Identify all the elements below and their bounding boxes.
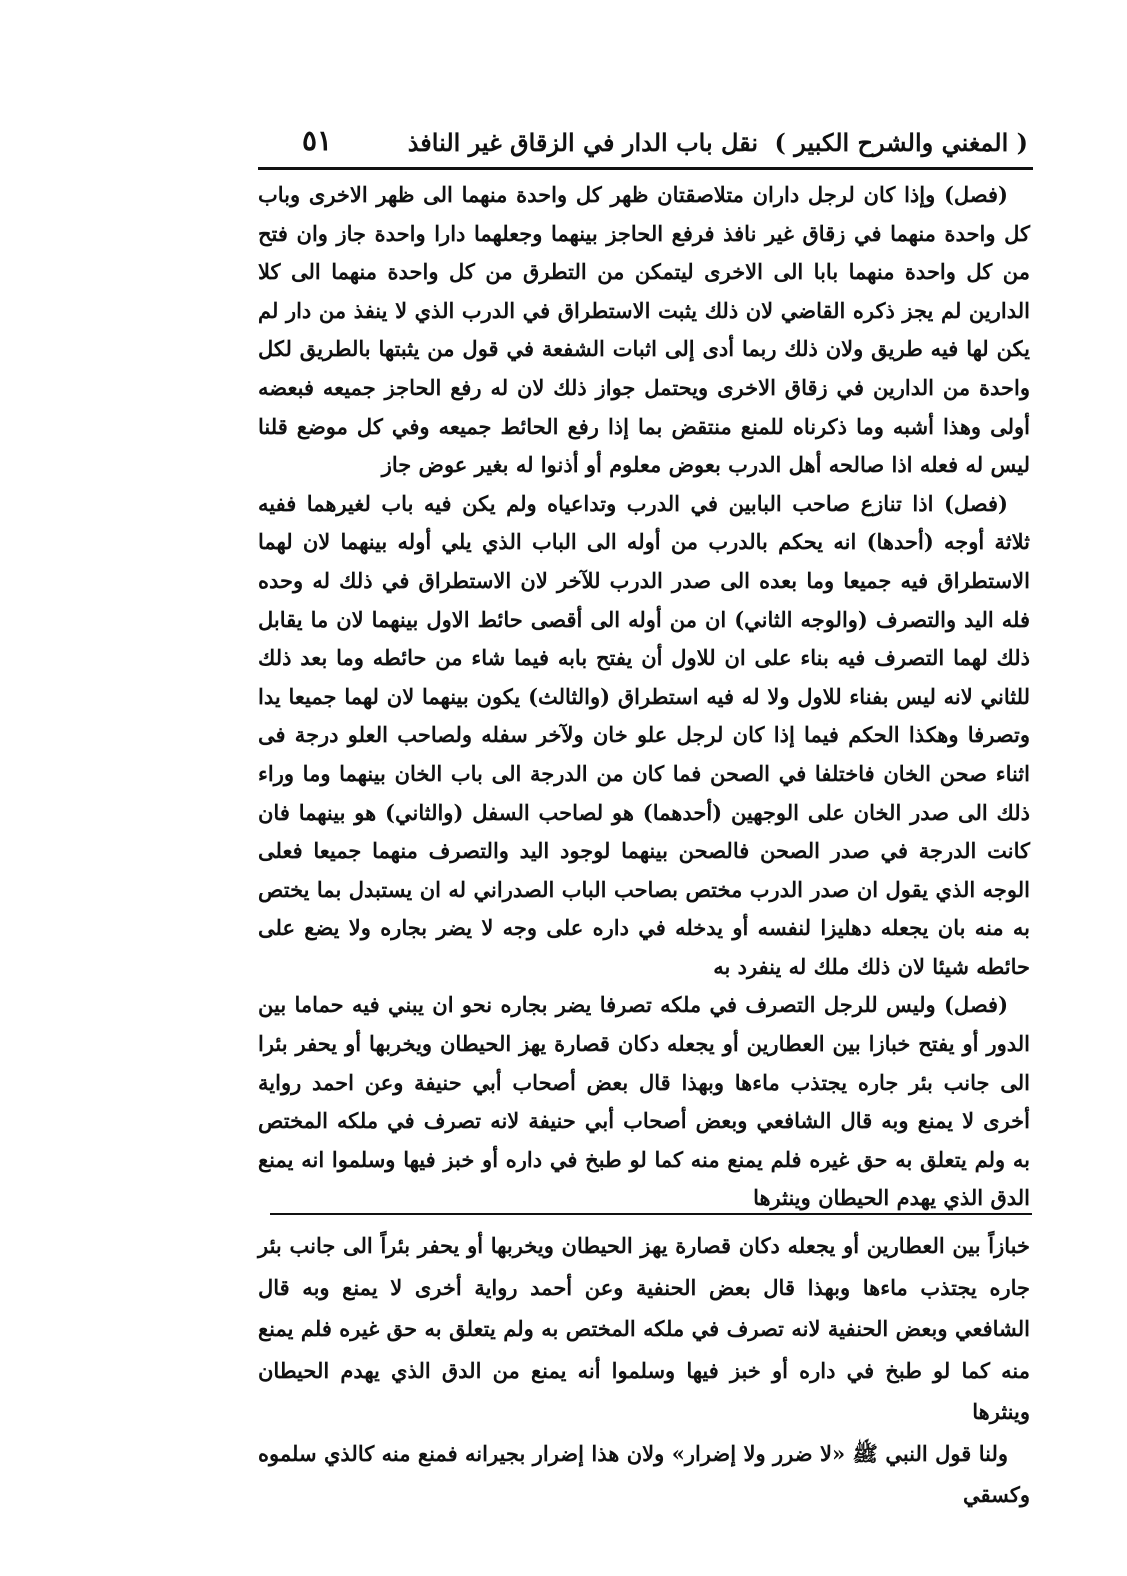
- paragraph-fasl-3: (فصل) وليس للرجل التصرف في ملكه تصرفا يضر بجاره نحو ان يبني فيه حماما بين الدور أو يفتح خبازا بين العطارين أو يجعله دكان قصارة يهز الحيطان ويخربها أو يحفر بئرا الى جانب بئر جاره يجتذب ماءها وبهذا قال بعض أصحاب أبي حنيفة وعن احمد رواية أخرى لا يمنع وبه قال الشافعي وبعض أصحاب أبي حنيفة لانه تصرف في ملكه المختص به ولم يتعلق به حق غيره فلم يمنع منه كما لو طبخ في داره أو خبز فيها وسلموا انه يمنع الدق الذي يهدم الحيطان وينثرها: [258, 992, 1030, 1211]
- footnote-rule: [270, 1213, 1032, 1215]
- paragraph-fasl-1: (فصل) وإذا كان لرجل داران متلاصقتان ظهر كل واحدة منهما الى ظهر الاخرى وباب كل واحدة منهما في زقاق غير نافذ فرفع الحاجز بينهما وجعلهما دارا واحدة جاز وان فتح من كل واحدة منهما بابا الى الاخرى ليتمكن من التطرق من كل واحدة منهما الى كلا الدارين لم يجز ذكره القاضي لان ذلك يثبت الاستطراق في الدرب الذي لا ينفذ من دار لم يكن لها فيه طريق ولان ذلك ربما أدى إلى اثبات الشفعة في قول من يثبتها بالطريق لكل واحدة من الدارين في زقاق الاخرى ويحتمل جواز ذلك لان له رفع الحاجز جميعه فبعضه أولى وهذا أشبه وما ذكرناه للمنع منتقض بما إذا رفع الحائط جميعه وفي كل موضع قلنا ليس له فعله اذا صالحه أهل الدرب بعوض معلوم أو أذنوا له بغير عوض جاز: [258, 182, 1030, 478]
- book-title: ( المغني والشرح الكبير ): [774, 128, 1028, 157]
- footnote-paragraph-1: خبازاً بين العطارين أو يجعله دكان قصارة يهز الحيطان ويخربها أو يحفر بئراً الى جانب بئر جاره يجتذب ماءها وبهذا قال بعض الحنفية وعن أحمد رواية أخرى لا يمنع وبه قال الشافعي وبعض الحنفية لانه تصرف في ملكه المختص به ولم يتعلق به حق غيره فلم يمنع منه كما لو طبخ في داره أو خبز فيها وسلموا أنه يمنع من الدق الذي يهدم الحيطان وينثرها: [258, 1233, 1030, 1424]
- paragraph-fasl-2: (فصل) اذا تنازع صاحب البابين في الدرب وتداعياه ولم يكن فيه باب لغيرهما ففيه ثلاثة أوجه (أحدها) انه يحكم بالدرب من أوله الى الباب الذي يلي أوله بينهما لان لهما الاستطراق فيه جميعا وما بعده الى صدر الدرب للآخر لان الاستطراق في ذلك له وحده فله اليد والتصرف (والوجه الثاني) ان من أوله الى أقصى حائط الاول بينهما لان ما يقابل ذلك لهما التصرف فيه بناء على ان للاول أن يفتح بابه فيما شاء من حائطه وما بعد ذلك للثاني لانه ليس بفناء للاول ولا له فيه استطراق (والثالث) يكون بينهما لان لهما جميعا يدا وتصرفا وهكذا الحكم فيما إذا كان لرجل علو خان ولآخر سفله ولصاحب العلو درجة فى اثناء صحن الخان فاختلفا في الصحن فما كان من الدرجة الى باب الخان بينهما وما وراء ذلك الى صدر الخان على الوجهين (أحدهما) هو لصاحب السفل (والثاني) هو بينهما فان كانت الدرجة في صدر الصحن فالصحن بينهما لوجود اليد والتصرف منهما جميعا فعلى الوجه الذي يقول ان صدر الدرب مختص بصاحب الباب الصدراني له ان يستبدل بما يختص به منه بان يجعله دهليزا لنفسه أو يدخله في داره على وجه لا يضر بجاره ولا يضع على حائطه شيئا لان ذلك ملك له ينفرد به: [258, 490, 1030, 979]
- page-header: [258, 124, 1028, 164]
- section-title: نقل باب الدار في الزقاق غير النافذ: [407, 128, 758, 157]
- main-text: [258, 176, 1030, 1218]
- footnote-paragraph-2: ولنا قول النبي ﷺ «لا ضرر ولا إضرار» ولان هذا إضرار بجيرانه فمنع منه كالذي سلموه وكسقي: [258, 1440, 1030, 1507]
- page-number: ٥١: [302, 124, 333, 157]
- header-rule: [258, 167, 1033, 170]
- footnote-text: [258, 1225, 1030, 1516]
